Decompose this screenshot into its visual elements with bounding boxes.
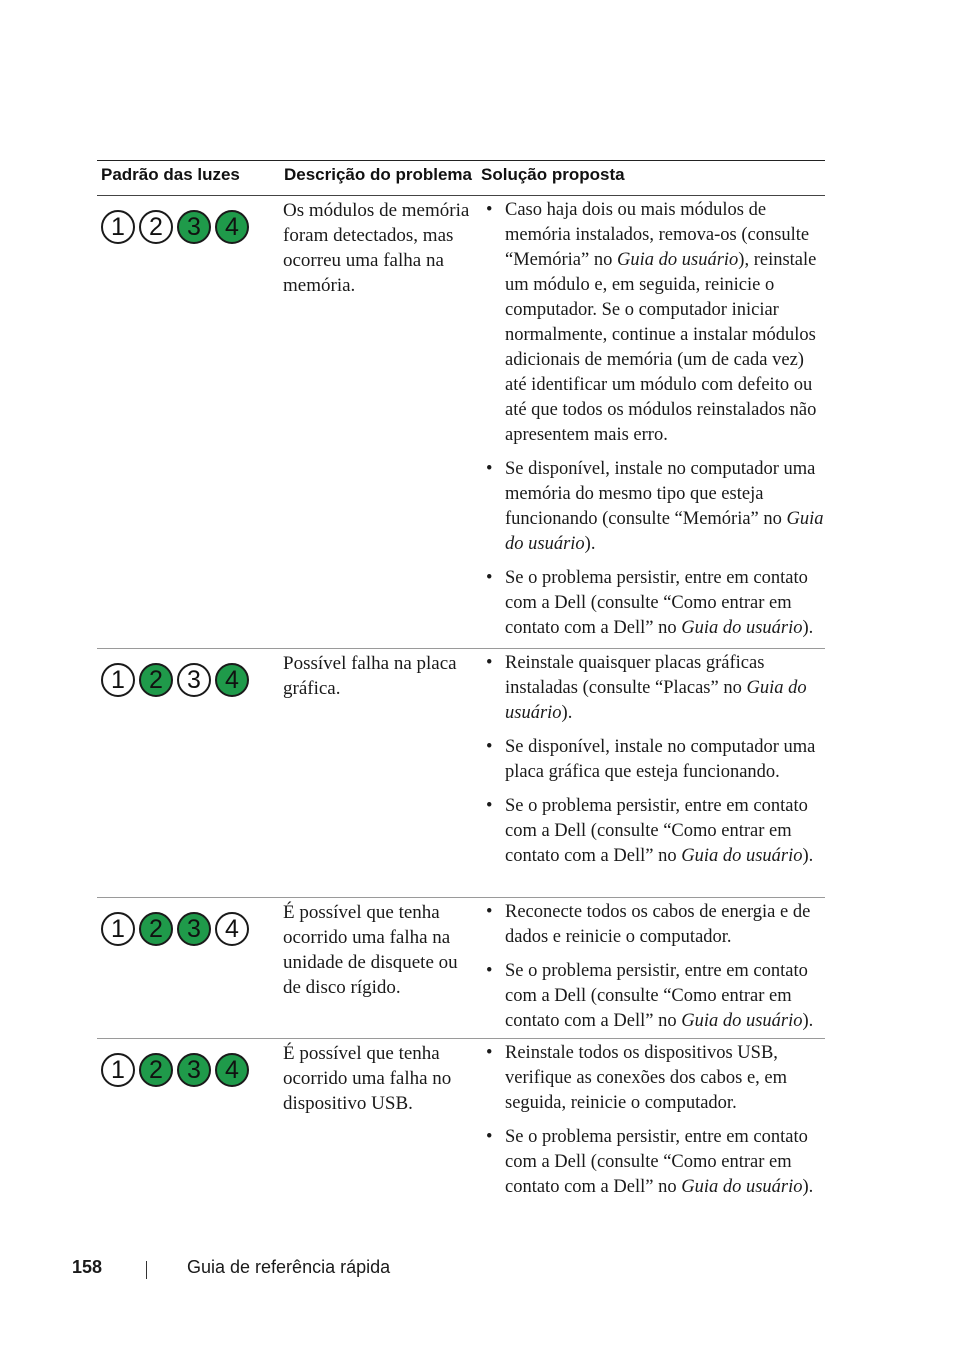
diagnostic-light-2-off: 2 <box>139 210 173 244</box>
solution-text: Se disponível, instale no computador uma placa gráfica que esteja funcionando. <box>505 737 816 782</box>
solution-bullet <box>480 735 825 785</box>
solution-text: Se o problema persistir, entre em contato com a Dell (consulte “Como entrar em contato com a Dell” no <box>505 796 808 866</box>
table-row <box>97 196 825 649</box>
diagnostic-light-1-off: 1 <box>101 663 135 697</box>
book-title-reference: Guia do usuário <box>505 678 807 723</box>
solution-text: ). <box>802 1011 814 1031</box>
solution-text: Caso haja dois ou mais módulos de memória instalados, remova-os (consulte “Memória” no <box>505 200 810 270</box>
solution-bullet <box>480 457 825 557</box>
header-proposed-solution: Solução proposta <box>481 165 625 184</box>
footer-title: Guia de referência rápida <box>187 1257 391 1277</box>
solution-bullet <box>480 198 825 448</box>
proposed-solution <box>480 198 825 650</box>
solution-text: Se o problema persistir, entre em contato com a Dell (consulte “Como entrar em contato com a Dell” no <box>505 961 808 1031</box>
table-row <box>97 898 825 1039</box>
solution-bullet <box>480 794 825 869</box>
diagnostic-light-4-on: 4 <box>215 210 249 244</box>
problem-description: Os módulos de memória foram detectados, mas ocorreu uma falha na memória. <box>283 200 470 296</box>
diagnostic-light-3-off: 3 <box>177 663 211 697</box>
header-light-pattern: Padrão das luzes <box>101 165 240 184</box>
light-pattern <box>101 210 249 244</box>
solution-text: Reconecte todos os cabos de energia e de dados e reinicie o computador. <box>505 902 811 947</box>
diagnostic-light-3-on: 3 <box>177 1053 211 1087</box>
table-row <box>97 1039 825 1209</box>
solution-bullet <box>480 1041 825 1116</box>
solution-text: ). <box>802 618 814 638</box>
problem-description: É possível que tenha ocorrido uma falha na unidade de disquete ou de disco rígido. <box>283 902 458 998</box>
diagnostic-light-3-on: 3 <box>177 210 211 244</box>
book-title-reference: Guia do usuário <box>505 509 824 554</box>
diagnostic-lights-table <box>97 160 825 1209</box>
solution-text: Se disponível, instale no computador uma memória do mesmo tipo que esteja funcionando (consulte “Memória” no <box>505 459 816 529</box>
diagnostic-light-2-on: 2 <box>139 1053 173 1087</box>
diagnostic-light-2-on: 2 <box>139 912 173 946</box>
proposed-solution <box>480 651 825 878</box>
solution-text: Reinstale quaisquer placas gráficas instaladas (consulte “Placas” no <box>505 653 765 698</box>
solution-text: Reinstale todos os dispositivos USB, verifique as conexões dos cabos e, em seguida, reinicie o computador. <box>505 1043 788 1113</box>
diagnostic-light-4-on: 4 <box>215 663 249 697</box>
table-header <box>97 160 825 196</box>
solution-text: ). <box>561 703 573 723</box>
solution-text: ), reinstale um módulo e, em seguida, reinicie o computador. Se o computador iniciar normalmente, continue a instalar módulos adicionais de memória (um de cada vez) até identificar um módulo com defeito ou até que todos os módulos reinstalados não apresentem mais erro. <box>505 250 817 445</box>
diagnostic-light-1-off: 1 <box>101 1053 135 1087</box>
solution-text: Se o problema persistir, entre em contato com a Dell (consulte “Como entrar em contato com a Dell” no <box>505 1127 808 1197</box>
footer-divider <box>146 1261 147 1279</box>
diagnostic-light-1-off: 1 <box>101 210 135 244</box>
solution-bullet <box>480 959 825 1034</box>
diagnostic-light-2-on: 2 <box>139 663 173 697</box>
solution-text: ). <box>802 1177 814 1197</box>
proposed-solution <box>480 1041 825 1209</box>
light-pattern <box>101 663 249 697</box>
problem-description: É possível que tenha ocorrido uma falha no dispositivo USB. <box>283 1043 452 1114</box>
light-pattern <box>101 1053 249 1087</box>
table-row <box>97 649 825 898</box>
proposed-solution <box>480 900 825 1043</box>
solution-bullet <box>480 900 825 950</box>
solution-bullet <box>480 651 825 726</box>
book-title-reference: Guia do usuário <box>681 618 803 638</box>
page-number: 158 <box>72 1257 103 1277</box>
book-title-reference: Guia do usuário <box>681 846 803 866</box>
solution-bullet <box>480 566 825 641</box>
solution-text: Se o problema persistir, entre em contato com a Dell (consulte “Como entrar em contato com a Dell” no <box>505 568 808 638</box>
book-title-reference: Guia do usuário <box>617 250 739 270</box>
solution-text: ). <box>584 534 596 554</box>
diagnostic-light-3-on: 3 <box>177 912 211 946</box>
header-problem-description: Descrição do problema <box>284 165 473 184</box>
book-title-reference: Guia do usuário <box>681 1011 803 1031</box>
solution-text: ). <box>802 846 814 866</box>
solution-bullet <box>480 1125 825 1200</box>
diagnostic-light-1-off: 1 <box>101 912 135 946</box>
page-footer <box>0 1257 954 1283</box>
diagnostic-light-4-off: 4 <box>215 912 249 946</box>
light-pattern <box>101 912 249 946</box>
book-title-reference: Guia do usuário <box>681 1177 803 1197</box>
diagnostic-light-4-on: 4 <box>215 1053 249 1087</box>
problem-description: Possível falha na placa gráfica. <box>283 653 457 699</box>
